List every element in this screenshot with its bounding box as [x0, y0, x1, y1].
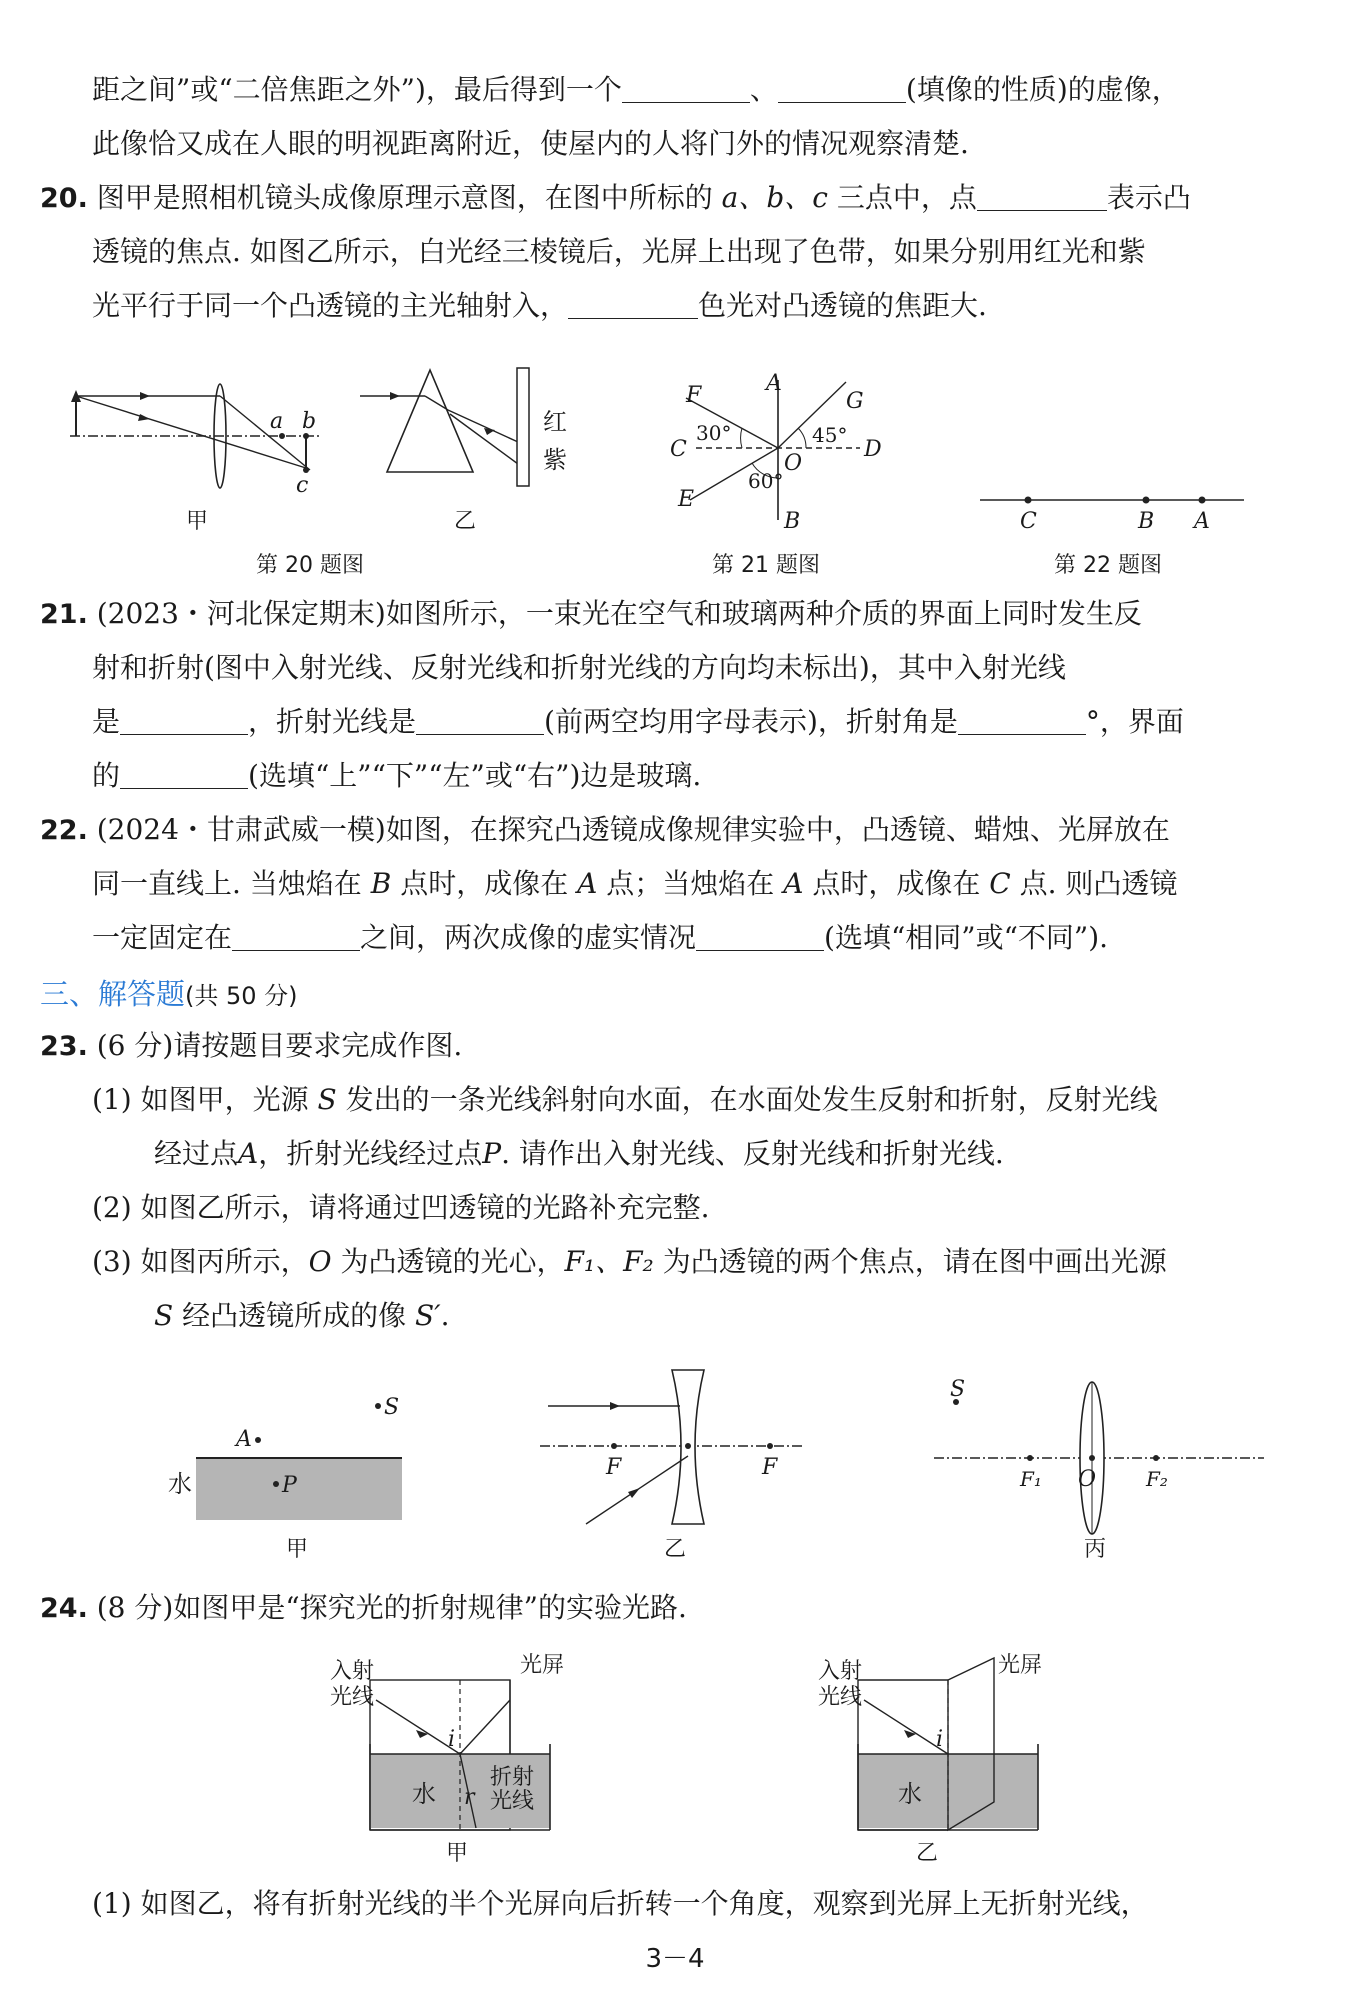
q21-line-4: 的 (选填“上”“下”“左”或“右”)边是玻璃.	[92, 759, 702, 792]
question-number: 21.	[40, 599, 88, 630]
question-number: 22.	[40, 815, 88, 846]
fig24-jia-diagram	[330, 1652, 590, 1832]
svg-text:A: A	[1194, 509, 1210, 534]
label-a: a	[270, 409, 284, 434]
svg-text:光屏: 光屏	[520, 1653, 565, 1678]
svg-text:i: i	[448, 1727, 456, 1752]
answer-blank[interactable]	[232, 920, 360, 951]
page-number: 3－4	[645, 1944, 705, 1974]
svg-text:水: 水	[898, 1780, 922, 1808]
answer-blank[interactable]	[568, 288, 698, 319]
svg-text:C: C	[1020, 509, 1037, 534]
fig22-diagram	[980, 488, 1250, 538]
svg-text:折射: 折射	[490, 1765, 535, 1790]
fig23-yi-label: 乙	[664, 1537, 687, 1562]
svg-text:B: B	[1138, 509, 1155, 534]
q21-line-1: 21. (2023・河北保定期末)如图所示，一束光在空气和玻璃两种介质的界面上同时发生反	[40, 597, 1142, 630]
svg-text:F: F	[606, 1455, 622, 1480]
fig20-yi-label: 乙	[454, 509, 477, 534]
q20-line-1: 20. 图甲是照相机镜头成像原理示意图，在图中所标的 a、b、c 三点中，点 表示凸	[40, 181, 1191, 214]
fig21-diagram	[660, 370, 890, 540]
fig20-yi-diagram	[360, 368, 590, 498]
q24-line-0: 24. (8 分)如图甲是“探究光的折射规律”的实验光路.	[40, 1591, 687, 1624]
svg-text:光线: 光线	[818, 1685, 863, 1710]
angle-45: 45°	[812, 423, 848, 447]
q20-line-3: 光平行于同一个凸透镜的主光轴射入， 色光对凸透镜的焦距大.	[92, 289, 987, 322]
svg-text:O: O	[1078, 1467, 1097, 1492]
svg-text:A: A	[236, 1427, 252, 1452]
svg-text:B: B	[784, 509, 801, 534]
svg-text:光线: 光线	[490, 1789, 535, 1814]
svg-text:F₁: F₁	[1020, 1467, 1042, 1491]
q22-line-3: 一定固定在 之间，两次成像的虚实情况 (选填“相同”或“不同”).	[92, 921, 1109, 954]
fig21-caption: 第 21 题图	[712, 553, 820, 578]
q22-line-2: 同一直线上. 当烛焰在 B 点时，成像在 A 点；当烛焰在 A 点时，成像在 C 点. 则凸透镜	[92, 867, 1178, 900]
section-heading: 三、解答题(共 50 分)	[40, 977, 298, 1011]
q21-line-3: 是 ，折射光线是 (前两空均用字母表示)，折射角是 °，界面	[92, 705, 1184, 738]
answer-blank[interactable]	[778, 72, 906, 103]
label-red: 红	[543, 408, 567, 436]
svg-text:E: E	[678, 487, 695, 512]
angle-30: 30°	[696, 421, 732, 445]
svg-text:F: F	[686, 383, 702, 408]
svg-text:S: S	[950, 1377, 966, 1402]
fig24-jia-label: 甲	[446, 1841, 469, 1866]
svg-text:r: r	[464, 1785, 475, 1810]
q23-part2: (2) 如图乙所示，请将通过凹透镜的光路补充完整.	[92, 1191, 710, 1224]
q23-line-0: 23. (6 分)请按题目要求完成作图.	[40, 1029, 463, 1062]
label-b: b	[302, 409, 317, 434]
answer-blank[interactable]	[622, 72, 750, 103]
fig24-yi-label: 乙	[916, 1841, 939, 1866]
fig23-jia-label: 甲	[286, 1537, 309, 1562]
fig23-bing-label: 丙	[1084, 1537, 1107, 1562]
answer-blank[interactable]	[696, 920, 824, 951]
question-number: 24.	[40, 1593, 88, 1624]
answer-blank[interactable]	[977, 180, 1107, 211]
svg-text:A: A	[766, 371, 782, 396]
fig23-jia-diagram	[168, 1384, 428, 1524]
q23-part1-line1: (1) 如图甲，光源 S 发出的一条光线斜射向水面，在水面处发生反射和折射，反射光线	[92, 1083, 1158, 1116]
answer-blank[interactable]	[958, 704, 1086, 735]
answer-blank[interactable]	[416, 704, 544, 735]
q22-line-1: 22. (2024・甘肃武威一模)如图，在探究凸透镜成像规律实验中，凸透镜、蜡烛、光屏放在	[40, 813, 1170, 846]
label-purple: 紫	[543, 446, 567, 474]
label-water: 水	[168, 1470, 192, 1498]
q19-line-2: 此像恰又成在人眼的明视距离附近，使屋内的人将门外的情况观察清楚.	[92, 127, 969, 160]
fig20-jia-label: 甲	[186, 509, 209, 534]
svg-text:G: G	[846, 389, 864, 414]
q20-line-2: 透镜的焦点. 如图乙所示，白光经三棱镜后，光屏上出现了色带，如果分别用红光和紫	[92, 235, 1146, 268]
svg-text:光屏: 光屏	[998, 1653, 1043, 1678]
svg-text:水: 水	[412, 1780, 436, 1808]
fig23-bing-diagram	[934, 1378, 1274, 1538]
angle-60: 60°	[748, 469, 784, 493]
fig23-yi-diagram	[540, 1366, 820, 1536]
svg-text:入射: 入射	[818, 1659, 863, 1684]
svg-text:F₂: F₂	[1146, 1467, 1168, 1491]
label-c: c	[296, 473, 309, 498]
q23-part3-line2: S 经凸透镜所成的像 S′.	[154, 1299, 450, 1332]
q24-part1: (1) 如图乙，将有折射光线的半个光屏向后折转一个角度，观察到光屏上无折射光线，	[92, 1887, 1149, 1920]
svg-text:C: C	[670, 437, 687, 462]
q21-line-2: 射和折射(图中入射光线、反射光线和折射光线的方向均未标出)，其中入射光线	[92, 651, 1066, 684]
svg-text:光线: 光线	[330, 1685, 375, 1710]
question-number: 23.	[40, 1031, 88, 1062]
svg-text:i: i	[936, 1727, 944, 1752]
svg-text:D: D	[864, 437, 882, 462]
fig24-yi-diagram	[798, 1652, 1068, 1832]
svg-text:P: P	[282, 1473, 297, 1498]
q23-part1-line2: 经过点A，折射光线经过点P. 请作出入射光线、反射光线和折射光线.	[154, 1137, 1004, 1170]
fig20-jia-diagram	[70, 370, 330, 510]
fig22-caption: 第 22 题图	[1054, 553, 1162, 578]
answer-blank[interactable]	[120, 758, 248, 789]
svg-text:O: O	[784, 451, 803, 476]
fig20-caption: 第 20 题图	[256, 553, 364, 578]
question-number: 20.	[40, 183, 88, 214]
svg-text:入射: 入射	[330, 1659, 375, 1684]
q19-line-1: 距之间”或“二倍焦距之外”)，最后得到一个 、 (填像的性质)的虚像，	[92, 73, 1180, 106]
answer-blank[interactable]	[120, 704, 248, 735]
svg-text:F: F	[762, 1455, 778, 1480]
svg-text:S: S	[384, 1395, 400, 1420]
q23-part3-line1: (3) 如图丙所示，O 为凸透镜的光心，F₁、F₂ 为凸透镜的两个焦点，请在图中画出光源	[92, 1245, 1167, 1278]
